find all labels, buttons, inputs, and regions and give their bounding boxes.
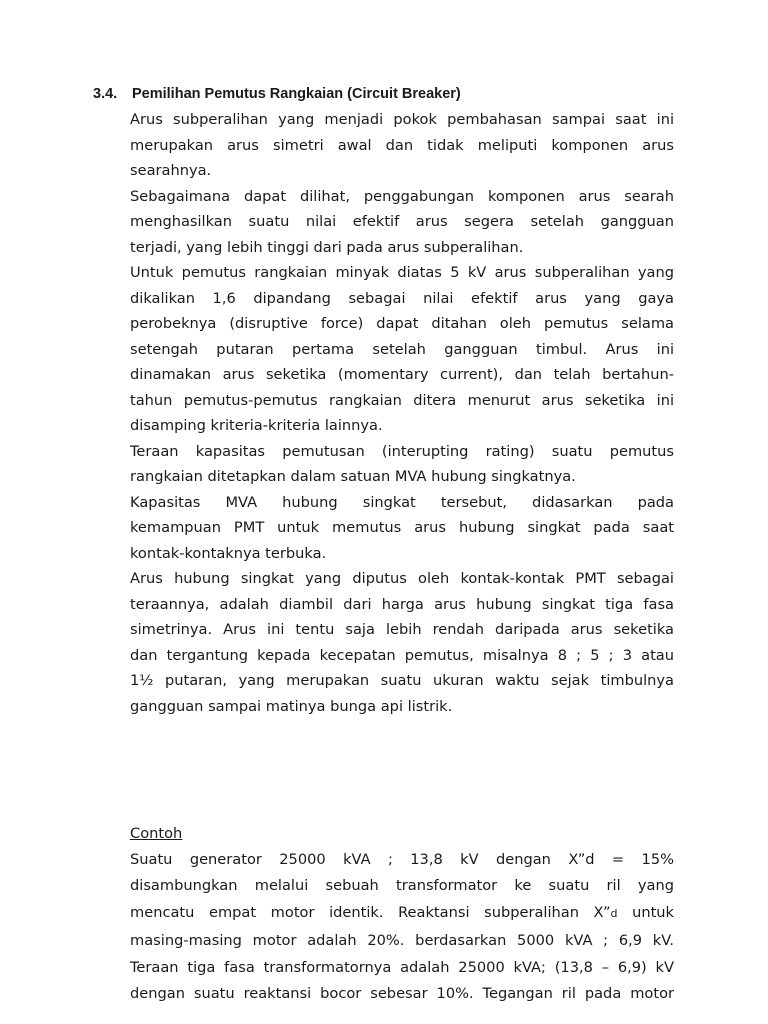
example-heading: Contoh	[130, 825, 183, 842]
paragraph-line: searahnya.	[130, 162, 212, 179]
section-heading	[93, 86, 461, 102]
paragraph-line: perobeknya (disruptive force) dapat ditahan oleh pemutus selama	[130, 315, 674, 332]
paragraph-line: menghasilkan suatu nilai efektif arus segera setelah gangguan	[130, 213, 674, 230]
example-line	[130, 900, 674, 928]
paragraph-line: dan tergantung kepada kecepatan pemutus, misalnya 8 ; 5 ; 3 atau	[130, 646, 674, 664]
paragraph-line: simetrinya. Arus ini tentu saja lebih rendah daripada arus seketika	[130, 621, 674, 638]
paragraph-line: Kapasitas MVA hubung singkat tersebut, didasarkan pada	[130, 493, 674, 511]
paragraph-line: merupakan arus simetri awal dan tidak meliputi komponen arus	[130, 136, 674, 154]
section-title: Pemilihan Pemutus Rangkaian (Circuit Breaker)	[132, 86, 461, 102]
section-number: 3.4.	[93, 86, 118, 102]
subscript: d	[610, 907, 618, 921]
example-line: dengan suatu reaktansi bocor sebesar 10%. Tegangan ril pada motor	[130, 985, 674, 1003]
section-body	[130, 107, 674, 719]
paragraph-line: dinamakan arus seketika (momentary current), dan telah bertahun-	[130, 366, 674, 383]
example-line: disambungkan melalui sebuah transformator ke suatu ril yang	[130, 877, 674, 895]
example-line: Suatu generator 25000 kVA ; 13,8 kV dengan X”d = 15%	[130, 850, 674, 868]
example-block	[130, 821, 674, 1008]
paragraph-line: dikalikan 1,6 dipandang sebagai nilai efektif arus yang gaya	[130, 289, 674, 307]
paragraph-line: disamping kriteria-kriteria lainnya.	[130, 417, 383, 434]
example-line: masing-masing motor adalah 20%. berdasarkan 5000 kVA ; 6,9 kV.	[130, 931, 674, 949]
paragraph-line: gangguan sampai matinya bunga api listrik.	[130, 697, 453, 715]
paragraph-line: kemampuan PMT untuk memutus arus hubung singkat pada saat	[130, 519, 674, 536]
example-text: mencatu empat motor identik. Reaktansi subperalihan X”	[130, 904, 611, 922]
paragraph-line: 1½ putaran, yang merupakan suatu ukuran waktu sejak timbulnya	[130, 672, 674, 689]
example-line: Teraan tiga fasa transformatornya adalah 25000 kVA; (13,8 – 6,9) kV	[130, 958, 674, 976]
paragraph-line: kontak-kontaknya terbuka.	[130, 544, 327, 562]
paragraph-line: Untuk pemutus rangkaian minyak diatas 5 kV arus subperalihan yang	[130, 264, 674, 281]
paragraph-line: tahun pemutus-pemutus rangkaian ditera menurut arus seketika ini	[130, 391, 674, 409]
paragraph-line: Arus subperalihan yang menjadi pokok pembahasan sampai saat ini	[130, 111, 674, 128]
paragraph-line: rangkaian ditetapkan dalam satuan MVA hubung singkatnya.	[130, 468, 576, 485]
paragraph-line: Teraan kapasitas pemutusan (interupting rating) suatu pemutus	[130, 442, 674, 460]
example-text: untuk	[617, 904, 675, 922]
paragraph-line: teraannya, adalah diambil dari harga arus hubung singkat tiga fasa	[130, 595, 674, 613]
paragraph-line: terjadi, yang lebih tinggi dari pada arus subperalihan.	[130, 238, 524, 256]
paragraph-line: Sebagaimana dapat dilihat, penggabungan komponen arus searah	[130, 187, 674, 205]
paragraph-line: Arus hubung singkat yang diputus oleh kontak-kontak PMT sebagai	[130, 570, 674, 587]
paragraph-line: setengah putaran pertama setelah gangguan timbul. Arus ini	[130, 340, 674, 358]
